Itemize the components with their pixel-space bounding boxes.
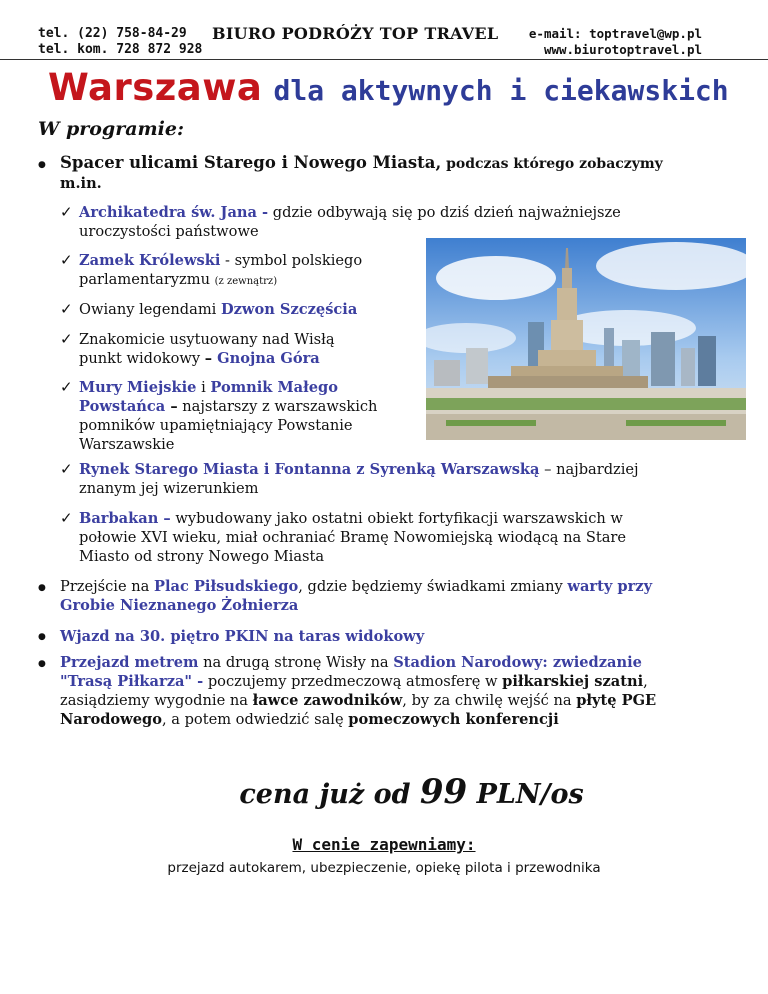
- cathedral-desc: gdzie odbywają się po dziś dzień najważniejsze: [268, 204, 621, 221]
- walls-desc-line3: Warszawskie: [79, 436, 175, 453]
- guard-text-line2: Grobie Nieznanego Żołnierza: [60, 597, 299, 614]
- market-desc: – najbardziej: [539, 461, 639, 478]
- pkin-item: Wjazd na 30. piętro PKIN na taras widokowy: [60, 628, 425, 645]
- bullet-icon: ●: [38, 659, 46, 669]
- stadium-desc: na drugą stronę Wisły na: [198, 654, 394, 671]
- stadium-desc-6: , a potem odwiedzić salę: [161, 711, 349, 728]
- stadium-name: Stadion Narodowy: zwiedzanie: [393, 654, 642, 671]
- metro-text: Przejazd metrem: [60, 654, 199, 671]
- castle-item: [79, 251, 362, 291]
- walls-item: [79, 378, 377, 454]
- mobile-number: tel. kom. 728 872 928: [38, 42, 203, 57]
- hill-dash: –: [204, 350, 218, 367]
- email-address: e-mail: toptravel@wp.pl: [528, 26, 702, 41]
- letterhead: [0, 24, 768, 58]
- castle-name: Zamek Królewski: [79, 252, 221, 269]
- bench-text: ławce zawodników: [252, 692, 403, 709]
- stadium-item: [60, 653, 656, 729]
- conference-text: pomeczowych konferencji: [348, 711, 559, 728]
- barbican-desc-line3: Miasto od strony Nowego Miasta: [79, 548, 325, 565]
- bell-desc: Owiany legendami: [79, 301, 221, 318]
- check-icon: ✓: [60, 203, 73, 221]
- website-url: www.biurotoptravel.pl: [543, 42, 702, 57]
- check-icon: ✓: [60, 300, 73, 318]
- bullet-icon: ●: [38, 632, 46, 642]
- plac-desc-mid: , gdzie będziemy świadkami zmiany: [298, 578, 568, 595]
- hill-desc: Znakomicie usytuowany nad Wisłą: [79, 331, 335, 348]
- barbican-desc: wybudowany jako ostatni obiekt fortyfikacji warszawskich w: [170, 510, 623, 527]
- walls-name: Mury Miejskie: [79, 379, 197, 396]
- stadium-desc-3: ,: [643, 673, 648, 690]
- route-name: "Trasą Piłkarza" -: [60, 673, 204, 690]
- title-city: Warszawa: [48, 66, 263, 109]
- barbican-desc-line2: połowie XVI wieku, miał ochraniać Bramę Nowomiejską wiodącą na Stare: [79, 529, 627, 546]
- walk-title: Spacer ulicami Starego i Nowego Miasta,: [60, 153, 442, 172]
- market-item: [79, 460, 639, 498]
- walls-desc-line2: pomników upamiętniający Powstanie: [79, 417, 353, 434]
- cathedral-item: [79, 203, 621, 241]
- walk-text-line2: m.in.: [60, 175, 102, 192]
- walls-dash: –: [165, 398, 178, 415]
- phone-number: tel. (22) 758-84-29: [38, 26, 187, 41]
- palace-of-culture-photo: [426, 238, 746, 440]
- market-name: Rynek Starego Miasta i Fontanna z Syrenką Warszawską: [79, 461, 540, 478]
- pitch-text-line2: Narodowego: [60, 711, 162, 728]
- price-amount: 99: [419, 772, 468, 812]
- check-icon: ✓: [60, 251, 73, 269]
- included-text: przejazd autokarem, ubezpieczenie, opiekę pilota i przewodnika: [167, 860, 601, 876]
- castle-desc: - symbol polskiego: [220, 252, 363, 269]
- price-line: [0, 772, 768, 812]
- plac-desc: Przejście na: [60, 578, 154, 595]
- included-heading: W cenie zapewniamy:: [292, 835, 476, 854]
- barbican-item: [79, 509, 626, 566]
- hill-desc-line2: punkt widokowy: [79, 350, 205, 367]
- castle-note: (z zewnątrz): [214, 276, 278, 287]
- check-icon: ✓: [60, 378, 73, 396]
- market-desc-line2: znanym jej wizerunkiem: [79, 480, 259, 497]
- stadium-desc-5: , by za chwilę wejść na: [402, 692, 577, 709]
- monument-name-line2: Powstańca: [79, 398, 166, 415]
- bullet-icon: ●: [38, 160, 46, 170]
- title-subtitle: dla aktywnych i ciekawskich: [273, 74, 729, 107]
- check-icon: ✓: [60, 330, 73, 348]
- pitch-text: płytę PGE: [576, 692, 657, 709]
- bell-item: [79, 300, 357, 319]
- price-prefix: cena już od: [239, 779, 420, 810]
- page-title: [48, 66, 729, 109]
- plac-name: Plac Piłsudskiego: [154, 578, 299, 595]
- check-icon: ✓: [60, 460, 73, 478]
- castle-desc-line2: parlamentaryzmu: [79, 271, 215, 288]
- bell-name: Dzwon Szczęścia: [220, 301, 358, 318]
- cathedral-name: Archikatedra św. Jana -: [79, 204, 269, 221]
- walls-desc: najstarszy z warszawskich: [177, 398, 378, 415]
- guard-text: warty przy: [567, 578, 653, 595]
- walls-and: i: [196, 379, 211, 396]
- monument-name: Pomnik Małego: [210, 379, 338, 396]
- bullet-icon: ●: [38, 583, 46, 593]
- walk-text: podczas którego zobaczymy: [441, 156, 663, 172]
- stadium-desc-2: poczujemy przedmeczową atmosferę w: [203, 673, 503, 690]
- stadium-desc-4: zasiądziemy wygodnie na: [60, 692, 253, 709]
- header-divider: [0, 59, 768, 60]
- check-icon: ✓: [60, 509, 73, 527]
- program-label: W programie:: [38, 118, 184, 140]
- walk-item: [60, 152, 663, 175]
- hill-item: [79, 330, 335, 368]
- cathedral-desc-line2: uroczystości państwowe: [79, 223, 259, 240]
- locker-text: piłkarskiej szatni: [502, 673, 644, 690]
- hill-name: Gnojna Góra: [217, 350, 320, 367]
- plac-item: [60, 577, 652, 615]
- barbican-name: Barbakan –: [79, 510, 171, 527]
- agency-name: BIURO PODRÓŻY TOP TRAVEL: [212, 24, 499, 43]
- price-suffix: PLN/os: [467, 779, 584, 810]
